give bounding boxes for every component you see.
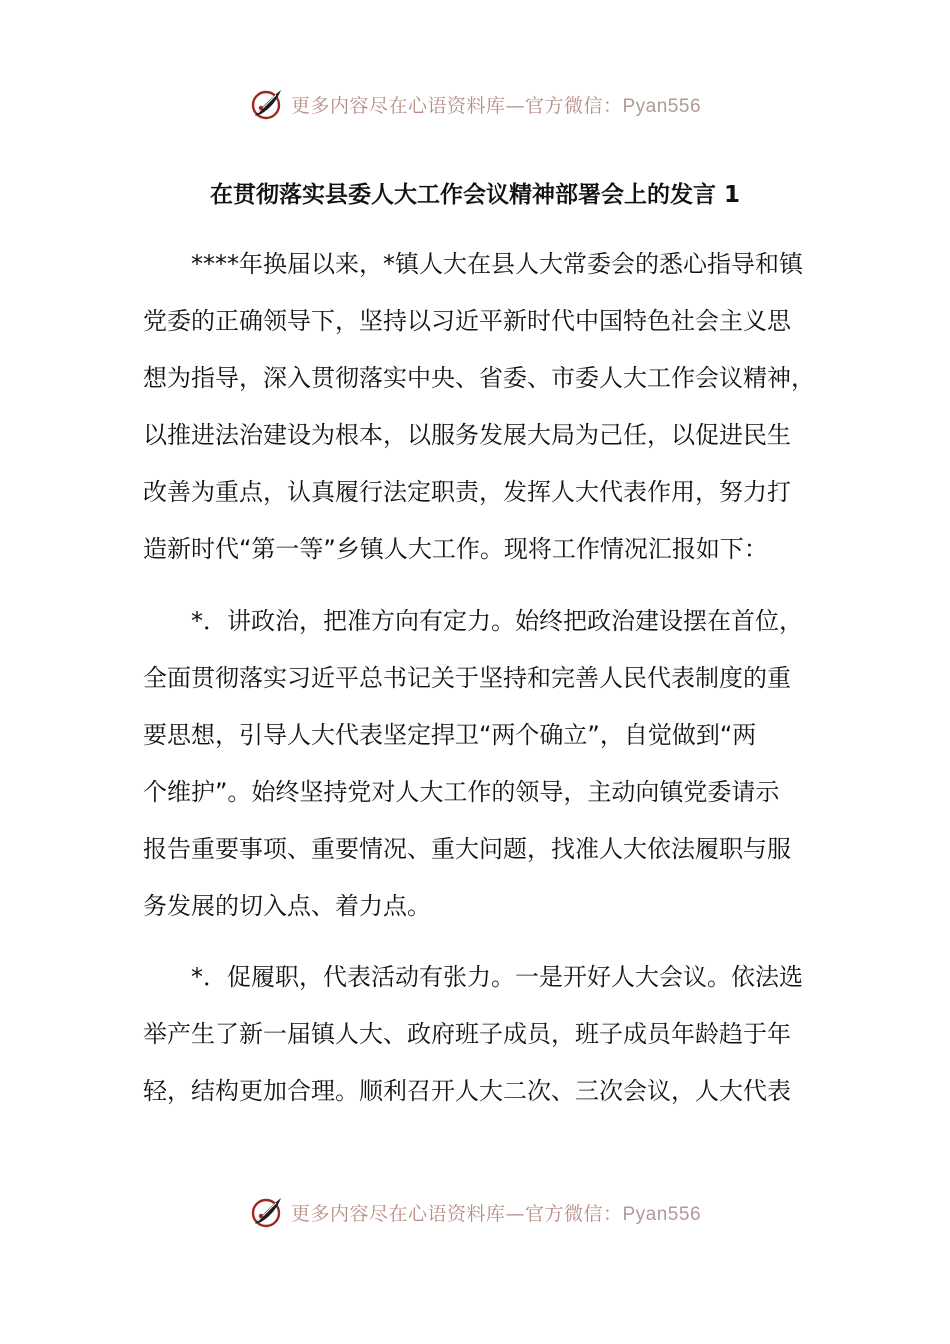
paragraph-line: 轻，结构更加合理。顺利召开人大二次、三次会议，人大代表 [143, 1077, 791, 1105]
paragraph-line: 个维护”。始终坚持党对人大工作的领导，主动向镇党委请示 [143, 778, 780, 806]
paragraph-line: 以推进法治建设为根本，以服务发展大局为己任，以促进民生 [143, 421, 791, 449]
paragraph-1 [143, 236, 823, 578]
wechat-id: Pyan556 [622, 1203, 702, 1225]
quill-pen-logo-icon [249, 86, 285, 122]
watermark-text: 更多内容尽在心语资料库—官方微信：Pyan556 [290, 1202, 702, 1225]
quill-pen-logo-icon [249, 1194, 285, 1230]
paragraph-line: 举产生了新一届镇人大、政府班子成员，班子成员年龄趋于年 [143, 1020, 791, 1048]
watermark-text: 更多内容尽在心语资料库—官方微信：Pyan556 [290, 94, 702, 117]
paragraph-line: *．讲政治，把准方向有定力。始终把政治建设摆在首位， [191, 607, 803, 635]
paragraph-line: ****年换届以来，*镇人大在县人大常委会的悉心指导和镇 [191, 250, 803, 278]
paragraph-3 [143, 949, 823, 1120]
header-watermark [0, 84, 950, 124]
footer-watermark [0, 1192, 950, 1232]
wechat-id: Pyan556 [622, 95, 702, 117]
document-title: 在贯彻落实县委人大工作会议精神部署会上的发言 1 [209, 182, 740, 208]
paragraph-line: 务发展的切入点、着力点。 [143, 892, 431, 920]
paragraph-line: 改善为重点，认真履行法定职责，发挥人大代表作用，努力打 [143, 478, 791, 506]
paragraph-line: 报告重要事项、重要情况、重大问题，找准人大依法履职与服 [143, 835, 791, 863]
paragraph-2 [143, 593, 823, 935]
paragraph-line: *．促履职，代表活动有张力。一是开好人大会议。依法选 [191, 963, 803, 991]
paragraph-line: 要思想，引导人大代表坚定捍卫“两个确立”，自觉做到“两 [143, 721, 757, 749]
paragraph-line: 造新时代“第一等”乡镇人大工作。现将工作情况汇报如下： [143, 535, 768, 563]
paragraph-line: 想为指导，深入贯彻落实中央、省委、市委人大工作会议精神， [143, 364, 815, 392]
paragraph-line: 全面贯彻落实习近平总书记关于坚持和完善人民代表制度的重 [143, 664, 791, 692]
paragraph-line: 党委的正确领导下，坚持以习近平新时代中国特色社会主义思 [143, 307, 791, 335]
